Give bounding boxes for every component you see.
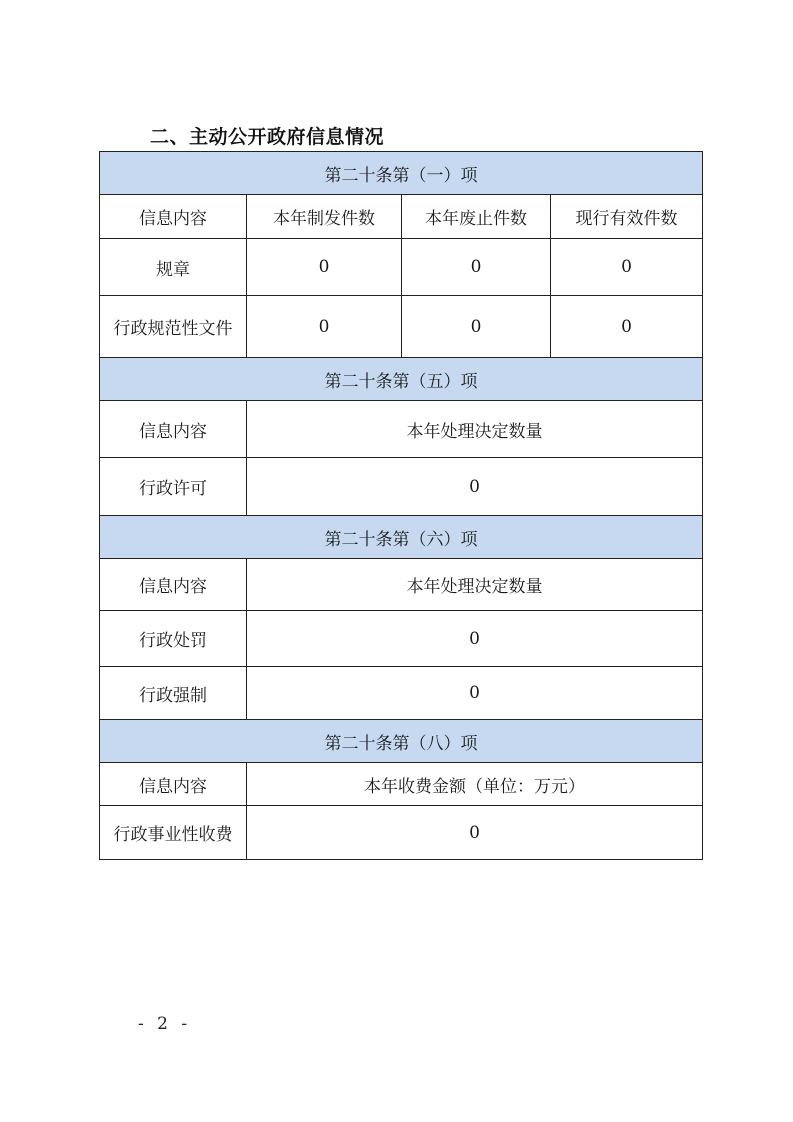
table-cell: 0 <box>551 239 703 296</box>
column-header: 本年处理决定数量 <box>247 401 703 458</box>
column-header: 信息内容 <box>100 559 247 611</box>
table-cell: 0 <box>247 806 703 860</box>
table-header-row <box>100 401 703 458</box>
column-header: 信息内容 <box>100 401 247 458</box>
government-info-table <box>99 151 703 860</box>
table-cell: 0 <box>247 458 703 516</box>
section-title-row <box>100 152 703 195</box>
column-header: 本年废止件数 <box>402 195 551 239</box>
table-row <box>100 611 703 667</box>
table-cell: 0 <box>551 296 703 358</box>
section-title-row <box>100 358 703 401</box>
column-header: 本年收费金额（单位：万元） <box>247 763 703 806</box>
table-cell: 0 <box>247 611 703 667</box>
section-heading: 二、主动公开政府信息情况 <box>150 126 385 148</box>
table-row <box>100 667 703 720</box>
table-header-row <box>100 195 703 239</box>
column-header: 本年处理决定数量 <box>247 559 703 611</box>
table-cell: 0 <box>247 296 402 358</box>
table-row <box>100 239 703 296</box>
section-title: 第二十条第（一）项 <box>100 152 703 195</box>
row-label: 行政强制 <box>100 667 247 720</box>
table-row <box>100 806 703 860</box>
table-cell: 0 <box>402 239 551 296</box>
page-number: - 2 - <box>138 1014 192 1034</box>
column-header: 信息内容 <box>100 195 247 239</box>
section-title: 第二十条第（八）项 <box>100 720 703 763</box>
column-header: 现行有效件数 <box>551 195 703 239</box>
table-header-row <box>100 559 703 611</box>
table-cell: 0 <box>247 667 703 720</box>
row-label: 行政许可 <box>100 458 247 516</box>
section-title-row <box>100 516 703 559</box>
row-label: 行政处罚 <box>100 611 247 667</box>
row-label: 行政规范性文件 <box>100 296 247 358</box>
row-label: 规章 <box>100 239 247 296</box>
table-row <box>100 458 703 516</box>
table-cell: 0 <box>247 239 402 296</box>
column-header: 信息内容 <box>100 763 247 806</box>
section-title: 第二十条第（五）项 <box>100 358 703 401</box>
column-header: 本年制发件数 <box>247 195 402 239</box>
section-title-row <box>100 720 703 763</box>
section-title: 第二十条第（六）项 <box>100 516 703 559</box>
table-row <box>100 296 703 358</box>
table-cell: 0 <box>402 296 551 358</box>
table-header-row <box>100 763 703 806</box>
row-label: 行政事业性收费 <box>100 806 247 860</box>
